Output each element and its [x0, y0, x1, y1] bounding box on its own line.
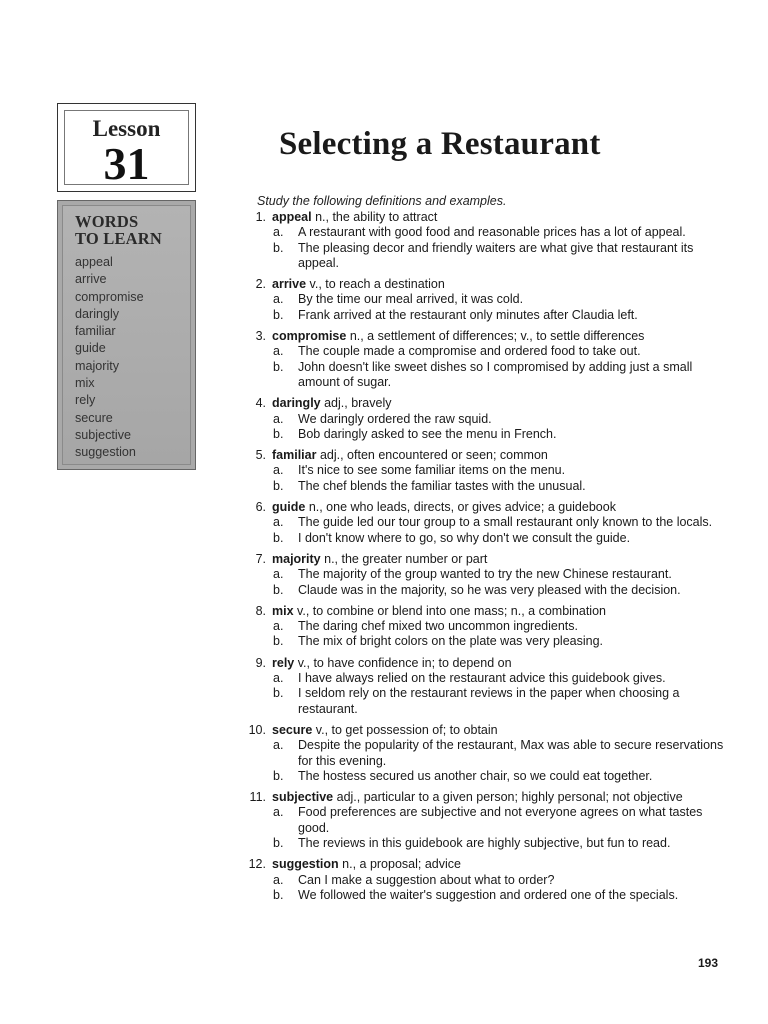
example-b: The reviews in this guidebook are highly subjective, but fun to read.	[298, 835, 671, 850]
lesson-box	[57, 103, 196, 192]
example-label: b.	[273, 887, 284, 902]
words-title-line2: TO LEARN	[75, 229, 163, 248]
definition-entry	[240, 329, 730, 390]
entry-definition: v., to get possession of; to obtain	[312, 722, 498, 737]
example-label: a.	[273, 292, 284, 307]
lesson-label: Lesson	[92, 116, 161, 141]
entry-number: 3.	[255, 329, 266, 344]
example-label: a.	[273, 463, 284, 478]
definition-entry	[240, 656, 730, 717]
page-number: 193	[698, 956, 719, 970]
example-b: The chef blends the familiar tastes with the unusual.	[298, 478, 586, 493]
entry-word: mix	[272, 603, 294, 618]
example-label: a.	[273, 619, 284, 634]
entry-word: arrive	[272, 277, 307, 292]
example-a: It's nice to see some familiar items on the menu.	[298, 463, 566, 478]
example-a: The majority of the group wanted to try the new Chinese restaurant.	[298, 567, 672, 582]
example-a: The guide led our tour group to a small restaurant only known to the locals.	[298, 515, 713, 530]
entry-definition: n., the greater number or part	[320, 551, 488, 566]
example-b: I don't know where to go, so why don't we consult the guide.	[298, 530, 631, 545]
definition-entry	[240, 604, 730, 650]
word-list-item: rely	[75, 393, 96, 408]
example-label: a.	[273, 411, 284, 426]
example-b: We followed the waiter's suggestion and ordered one of the specials.	[298, 887, 679, 902]
entry-number: 2.	[255, 277, 266, 292]
words-title-line1: WORDS	[75, 212, 139, 231]
entry-definition: v., to have confidence in; to depend on	[294, 655, 512, 670]
example-label: b.	[273, 240, 284, 255]
example-b: Bob daringly asked to see the menu in French.	[298, 426, 557, 441]
example-label: b.	[273, 835, 284, 850]
words-box-inner-frame	[62, 205, 191, 465]
definition-entry	[240, 210, 730, 271]
word-list-item: daringly	[75, 306, 120, 321]
entry-definition: v., to combine or blend into one mass; n., a combination	[293, 603, 606, 618]
example-a: I have always relied on the restaurant advice this guidebook gives.	[298, 671, 666, 686]
definition-entry	[240, 448, 730, 494]
entry-word: subjective	[272, 790, 334, 805]
example-b: The hostess secured us another chair, so we could eat together.	[298, 768, 653, 783]
entry-number: 5.	[255, 448, 266, 463]
definition-entry	[240, 277, 730, 323]
word-list	[75, 254, 190, 462]
entry-word: suggestion	[272, 857, 339, 872]
instructions: Study the following definitions and examples.	[257, 194, 507, 208]
example-a: A restaurant with good food and reasonable prices has a lot of appeal.	[298, 225, 686, 240]
example-label: b.	[273, 634, 284, 649]
entry-definition: n., one who leads, directs, or gives advice; a guidebook	[305, 500, 616, 515]
example-label: b.	[273, 530, 284, 545]
example-label: a.	[273, 515, 284, 530]
example-label: b.	[273, 582, 284, 597]
entry-word: guide	[272, 500, 306, 515]
word-list-item: subjective	[75, 427, 132, 442]
example-label: a.	[273, 671, 284, 686]
example-b: Claude was in the majority, so he was very pleased with the decision.	[298, 582, 681, 597]
example-a: Despite the popularity of the restaurant, Max was able to secure reservations for this evening.	[298, 738, 724, 768]
entry-number: 6.	[255, 500, 266, 515]
entry-word: appeal	[272, 210, 312, 224]
example-a: Can I make a suggestion about what to order?	[298, 872, 555, 887]
example-b: John doesn't like sweet dishes so I compromised by adding just a small amount of sugar.	[298, 359, 693, 389]
entry-definition: v., to reach a destination	[306, 277, 445, 292]
example-label: a.	[273, 567, 284, 582]
example-a: By the time our meal arrived, it was cold.	[298, 292, 524, 307]
word-list-item: guide	[75, 341, 106, 356]
example-b: I seldom rely on the restaurant reviews in the paper when choosing a restaurant.	[298, 686, 680, 716]
entry-definition: adj., often encountered or seen; common	[316, 448, 548, 463]
definition-entry	[240, 723, 730, 784]
example-label: a.	[273, 805, 284, 820]
entry-number: 12.	[248, 857, 266, 872]
words-to-learn-title	[75, 213, 190, 247]
example-b: The mix of bright colors on the plate was very pleasing.	[298, 634, 604, 649]
definition-entry	[240, 552, 730, 598]
word-list-item: suggestion	[75, 445, 136, 460]
example-label: a.	[273, 872, 284, 887]
definition-entry	[240, 500, 730, 546]
definition-entry	[240, 857, 730, 903]
entry-number: 11.	[249, 790, 266, 805]
example-label: a.	[273, 738, 284, 753]
words-to-learn-box	[57, 200, 196, 470]
entry-word: rely	[272, 655, 295, 670]
word-list-item: mix	[75, 376, 95, 391]
entry-definition: n., a proposal; advice	[338, 857, 461, 872]
example-a: The daring chef mixed two uncommon ingredients.	[298, 619, 579, 634]
entry-definition: n., the ability to attract	[311, 210, 438, 224]
lesson-box-inner-frame	[64, 110, 189, 189]
definition-entry	[240, 790, 730, 851]
entry-number: 9.	[255, 655, 266, 670]
example-label: a.	[273, 344, 284, 359]
entry-word: secure	[272, 722, 313, 737]
entry-number: 8.	[255, 603, 266, 618]
entry-definition: adj., bravely	[320, 396, 392, 411]
entry-word: familiar	[272, 448, 317, 463]
example-label: b.	[273, 307, 284, 322]
definition-entry	[240, 396, 730, 442]
entry-number: 10.	[248, 722, 266, 737]
example-label: a.	[273, 225, 284, 240]
example-a: Food preferences are subjective and not everyone agrees on what tastes good.	[298, 805, 703, 835]
example-label: b.	[273, 426, 284, 441]
page-title: Selecting a Restaurant	[279, 126, 601, 162]
entry-word: compromise	[272, 329, 347, 344]
entry-number: 4.	[255, 396, 266, 411]
entry-word: daringly	[272, 396, 321, 411]
entry-definition: adj., particular to a given person; highly personal; not objective	[333, 790, 683, 805]
word-list-item: secure	[75, 410, 113, 425]
word-list-item: majority	[75, 358, 120, 373]
example-label: b.	[273, 478, 284, 493]
example-b: Frank arrived at the restaurant only minutes after Claudia left.	[298, 307, 638, 322]
word-list-item: appeal	[75, 255, 113, 269]
example-a: We daringly ordered the raw squid.	[298, 411, 492, 426]
example-label: b.	[273, 359, 284, 374]
example-label: b.	[273, 686, 284, 701]
entry-word: majority	[272, 551, 321, 566]
example-b: The pleasing decor and friendly waiters are what give that restaurant its appeal.	[298, 240, 694, 270]
entry-number: 1.	[255, 210, 266, 224]
entry-definition: n., a settlement of differences; v., to settle differences	[346, 329, 645, 344]
lesson-number: 31	[103, 138, 150, 189]
word-list-item: arrive	[75, 272, 107, 287]
entry-number: 7.	[255, 551, 266, 566]
word-list-item: familiar	[75, 324, 116, 339]
example-label: b.	[273, 768, 284, 783]
definition-list	[240, 210, 730, 909]
word-list-item: compromise	[75, 289, 144, 304]
example-a: The couple made a compromise and ordered food to take out.	[298, 344, 641, 359]
